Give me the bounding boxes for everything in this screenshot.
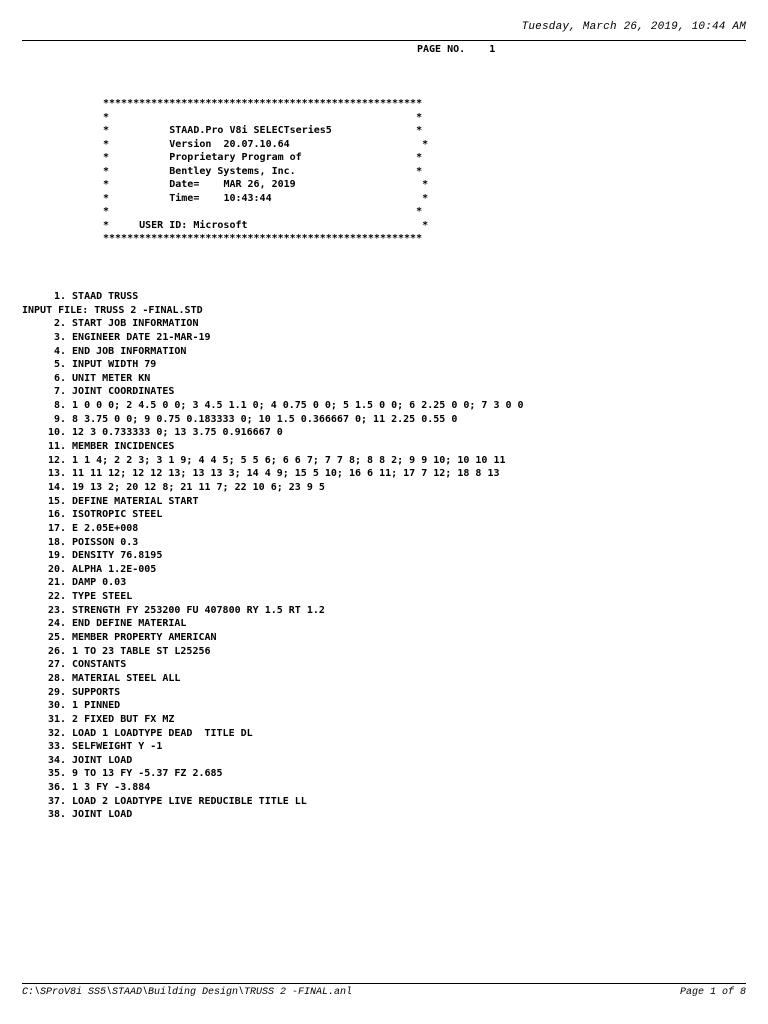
listing-line <box>22 590 524 604</box>
listing-line <box>22 508 524 522</box>
line-text: 1 TO 23 TABLE ST L25256 <box>72 645 211 657</box>
listing-line <box>22 549 524 563</box>
line-text: DAMP 0.03 <box>72 577 127 589</box>
line-number: 17. <box>47 522 66 534</box>
banner-program-name: STAAD.Pro V8i SELECTseries5 <box>169 125 332 136</box>
listing-line <box>22 658 524 672</box>
listing-line <box>22 795 524 809</box>
line-text: CONSTANTS <box>72 659 127 671</box>
line-text: ISOTROPIC STEEL <box>72 509 163 521</box>
line-text: MATERIAL STEEL ALL <box>72 672 181 684</box>
listing-line <box>22 413 524 427</box>
listing-line <box>22 767 524 781</box>
line-number: 19. <box>47 550 66 562</box>
line-number: 15. <box>47 495 66 507</box>
line-text: 9 TO 13 FY -5.37 FZ 2.685 <box>72 768 223 780</box>
listing-line <box>22 631 524 645</box>
line-text: DEFINE MATERIAL START <box>72 495 199 507</box>
program-banner: ***************************************************** * * * STAAD.Pro V8i SELECTseries5 * * Version 20.07.10.64 * * Proprietary Program of * * Bentley Systems, Inc. * * Date= MAR 26, 2019 * * Time= 10:43:44 * * * * USER ID: Microsoft * ***************************************************** <box>103 98 429 244</box>
listing-line <box>22 345 524 359</box>
line-number: 20. <box>47 563 66 575</box>
line-text: 1 1 4; 2 2 3; 3 1 9; 4 4 5; 5 5 6; 6 6 7; 7 7 8; 8 8 2; 9 9 10; 10 10 11 <box>72 454 506 466</box>
line-number: 37. <box>47 795 66 807</box>
line-number: 18. <box>47 536 66 548</box>
banner-proprietary: Proprietary Program of <box>169 152 302 163</box>
listing-line <box>22 331 524 345</box>
line-number: 30. <box>47 700 66 712</box>
line-number: 27. <box>47 659 66 671</box>
listing-line <box>22 454 524 468</box>
line-text: JOINT LOAD <box>72 754 133 766</box>
line-text: ALPHA 1.2E-005 <box>72 563 157 575</box>
line-text: DENSITY 76.8195 <box>72 550 163 562</box>
listing-line <box>22 426 524 440</box>
listing-line <box>22 713 524 727</box>
line-text: END JOB INFORMATION <box>72 345 187 357</box>
line-text: UNIT METER KN <box>72 372 151 384</box>
line-text: STAAD TRUSS <box>72 291 139 302</box>
listing-line <box>22 358 524 372</box>
line-number: 36. <box>47 782 66 794</box>
line-text: JOINT LOAD <box>72 809 133 821</box>
line-number: 33. <box>47 741 66 753</box>
line-number: 24. <box>47 618 66 630</box>
banner-date: MAR 26, 2019 <box>223 179 296 190</box>
line-text: 1 PINNED <box>72 700 121 712</box>
banner-user-id-label: USER ID: <box>139 219 188 231</box>
listing-line <box>22 536 524 550</box>
line-number: 2. <box>53 318 66 330</box>
listing-line <box>22 467 524 481</box>
line-number: 38. <box>47 809 66 821</box>
listing-line <box>22 686 524 700</box>
listing-line <box>22 290 524 304</box>
line-text: LOAD 2 LOADTYPE LIVE REDUCIBLE TITLE LL <box>72 795 307 807</box>
listing-line <box>22 576 524 590</box>
page-number: 1 <box>489 44 496 55</box>
banner-user-id: Microsoft <box>193 219 248 231</box>
line-text: JOINT COORDINATES <box>72 386 175 398</box>
listing-line <box>22 781 524 795</box>
line-number: 7. <box>53 386 66 398</box>
line-number: 31. <box>47 713 66 725</box>
listing-line <box>22 645 524 659</box>
listing-line <box>22 604 524 618</box>
listing-line <box>22 754 524 768</box>
line-number: 28. <box>47 672 66 684</box>
line-number: 32. <box>47 727 66 739</box>
banner-version: 20.07.10.64 <box>223 138 290 150</box>
listing-line <box>22 522 524 536</box>
line-number: 21. <box>47 577 66 589</box>
line-number: 25. <box>47 632 66 644</box>
banner-time: 10:43:44 <box>223 192 272 204</box>
line-text: 11 11 12; 12 12 13; 13 13 3; 14 4 9; 15 5 10; 16 6 11; 17 7 12; 18 8 13 <box>72 468 500 480</box>
line-text: STRENGTH FY 253200 FU 407800 RY 1.5 RT 1.2 <box>72 604 325 616</box>
line-number: 1. <box>53 291 66 302</box>
listing-line <box>22 317 524 331</box>
listing-line <box>22 672 524 686</box>
page-number-line <box>417 44 495 55</box>
footer-divider <box>22 983 746 984</box>
line-text: 1 0 0 0; 2 4.5 0 0; 3 4.5 1.1 0; 4 0.75 0 0; 5 1.5 0 0; 6 2.25 0 0; 7 3 0 0 <box>72 400 524 412</box>
line-number: 26. <box>47 645 66 657</box>
listing-line <box>22 495 524 509</box>
line-text: SUPPORTS <box>72 686 121 698</box>
listing-line <box>22 399 524 413</box>
line-number: 6. <box>53 372 66 384</box>
line-text: MEMBER INCIDENCES <box>72 441 175 453</box>
line-text: LOAD 1 LOADTYPE DEAD TITLE DL <box>72 727 253 739</box>
listing-line <box>22 481 524 495</box>
line-number: 13. <box>47 468 66 480</box>
page-number-label: PAGE NO. <box>417 44 466 55</box>
line-number: 35. <box>47 768 66 780</box>
banner-version-label: Version <box>169 138 212 150</box>
header-datetime: Tuesday, March 26, 2019, 10:44 AM <box>521 21 746 33</box>
line-text: ENGINEER DATE 21-MAR-19 <box>72 331 211 343</box>
line-number: 9. <box>53 413 66 425</box>
line-number: 29. <box>47 686 66 698</box>
line-text: 19 13 2; 20 12 8; 21 11 7; 22 10 6; 23 9 5 <box>72 481 325 493</box>
banner-time-label: Time= <box>169 192 200 204</box>
line-number: 5. <box>53 359 66 371</box>
line-number: 11. <box>47 441 66 453</box>
line-text: START JOB INFORMATION <box>72 318 199 330</box>
line-number: 14. <box>47 481 66 493</box>
line-text: INPUT WIDTH 79 <box>72 359 157 371</box>
listing-line <box>22 727 524 741</box>
line-text: TYPE STEEL <box>72 591 133 603</box>
line-text: 2 FIXED BUT FX MZ <box>72 713 175 725</box>
line-number: 16. <box>47 509 66 521</box>
banner-border-bottom: ***************************************************** <box>103 233 423 244</box>
input-listing <box>22 290 524 822</box>
line-text: END DEFINE MATERIAL <box>72 618 187 630</box>
line-number: 12. <box>47 454 66 466</box>
line-text: E 2.05E+008 <box>72 522 139 534</box>
listing-line <box>22 440 524 454</box>
line-number: 34. <box>47 754 66 766</box>
line-number: 8. <box>53 400 66 412</box>
line-text: 8 3.75 0 0; 9 0.75 0.183333 0; 10 1.5 0.366667 0; 11 2.25 0.55 0 <box>72 413 458 425</box>
line-number: 10. <box>47 427 66 439</box>
banner-company: Bentley Systems, Inc. <box>169 165 296 177</box>
listing-line <box>22 740 524 754</box>
listing-line <box>22 699 524 713</box>
listing-line <box>22 617 524 631</box>
header-divider <box>22 40 746 41</box>
line-text: SELFWEIGHT Y -1 <box>72 741 163 753</box>
listing-line <box>22 563 524 577</box>
footer-file-path: C:\SProV8i SS5\STAAD\Building Design\TRUSS 2 -FINAL.anl <box>22 987 353 998</box>
line-number: 22. <box>47 591 66 603</box>
line-text: MEMBER PROPERTY AMERICAN <box>72 632 217 644</box>
line-number: 3. <box>53 331 66 343</box>
listing-line <box>22 808 524 822</box>
footer-page-count: Page 1 of 8 <box>679 987 746 998</box>
input-file-line: INPUT FILE: TRUSS 2 -FINAL.STD <box>22 304 203 316</box>
listing-line <box>22 385 524 399</box>
line-number: 23. <box>47 604 66 616</box>
listing-line <box>22 372 524 386</box>
line-text: 12 3 0.733333 0; 13 3.75 0.916667 0 <box>72 427 283 439</box>
banner-border-top: ***************************************************** <box>103 98 423 109</box>
line-text: POISSON 0.3 <box>72 536 139 548</box>
line-number: 4. <box>53 345 66 357</box>
line-text: 1 3 FY -3.884 <box>72 782 151 794</box>
banner-date-label: Date= <box>169 179 200 190</box>
